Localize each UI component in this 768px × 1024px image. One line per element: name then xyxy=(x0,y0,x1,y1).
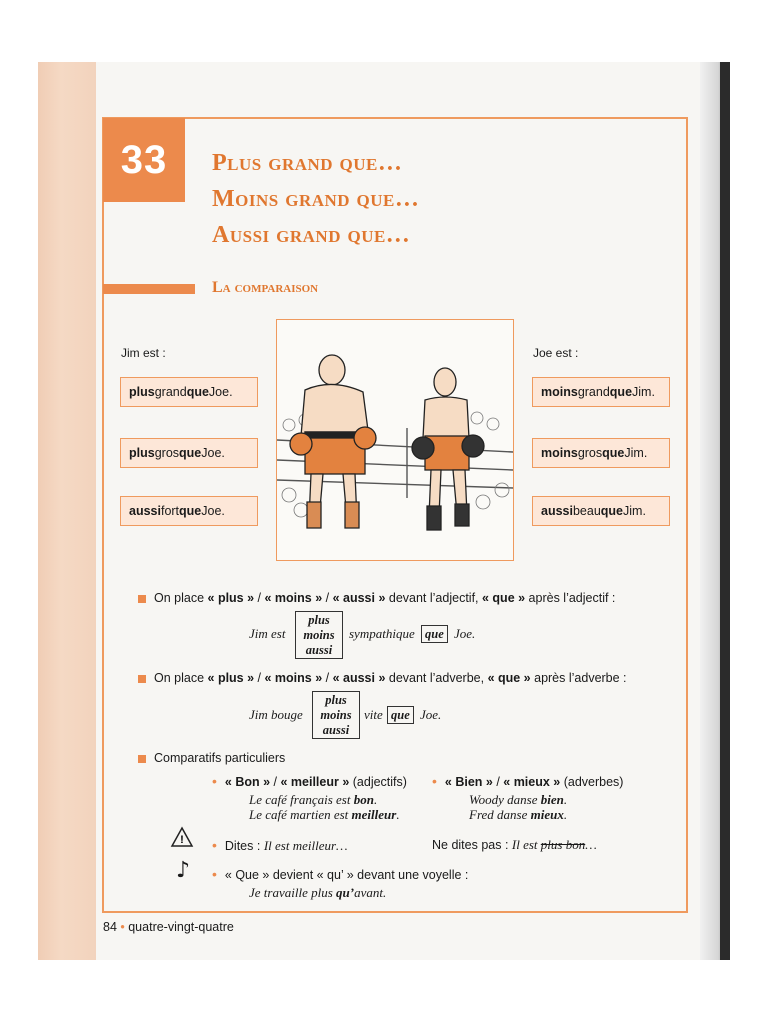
meilleur-example: Le café martien est meilleur. xyxy=(249,807,400,822)
subtitle-bar xyxy=(103,284,195,294)
rule2-example-subject: Jim bouge xyxy=(249,707,303,722)
jim-comparison-2: plus gros que Joe. xyxy=(120,438,258,468)
square-bullet-icon xyxy=(138,755,146,763)
jim-comparison-1: plus grand que Joe. xyxy=(120,377,258,407)
rule1-example-end: Joe. xyxy=(454,626,476,641)
lesson-subtitle: La comparaison xyxy=(212,279,319,296)
dot-bullet-icon: • xyxy=(212,773,217,789)
music-note-icon: ♪ xyxy=(176,858,191,883)
voyelle-rule: • « Que » devient « qu’ » devant une voyelle : xyxy=(212,866,469,882)
boxers-drawing xyxy=(277,320,513,560)
title-line-2: Moins grand que… xyxy=(212,186,420,212)
jim-comparison-3: aussi fort que Joe. xyxy=(120,496,258,526)
joe-comparison-3: aussi beau que Jim. xyxy=(532,496,670,526)
rule-adjective: On place « plus » / « moins » / « aussi » devant l’adjectif, « que » après l’adjectif : xyxy=(138,591,615,605)
rule1-example-adjective: sympathique xyxy=(349,626,415,641)
special-comparatives-heading: Comparatifs particuliers xyxy=(138,751,285,765)
rule2-example-end: Joe. xyxy=(420,707,442,722)
joe-intro: Joe est : xyxy=(533,346,579,360)
rule-adverb: On place « plus » / « moins » / « aussi » devant l’adverbe, « que » après l’adverbe : xyxy=(138,671,627,685)
dot-bullet-icon: • xyxy=(212,837,217,853)
dot-bullet-icon: • xyxy=(432,773,437,789)
rule1-example-subject: Jim est xyxy=(249,626,286,641)
dot-bullet-icon: • xyxy=(212,866,217,882)
bien-example: Woody danse bien. xyxy=(469,792,568,807)
bon-example: Le café français est bon. xyxy=(249,792,378,807)
chapter-number: 33 xyxy=(120,137,168,182)
page-footer: 84 • quatre-vingt-quatre xyxy=(103,920,234,934)
title-line-1: Plus grand que… xyxy=(212,150,403,176)
title-line-3: Aussi grand que… xyxy=(212,222,411,248)
chapter-number-badge xyxy=(103,118,185,202)
rule2-example-adverb: vite xyxy=(364,707,383,722)
page-number-words: quatre-vingt-quatre xyxy=(128,920,234,934)
square-bullet-icon xyxy=(138,595,146,603)
ne-dites-pas-rule: Ne dites pas : Il est plus bon… xyxy=(432,837,597,852)
rule1-example-stack: plus moins aussi xyxy=(295,611,343,659)
dites-rule: • Dites : Il est meilleur… xyxy=(212,837,348,853)
warning-triangle-icon xyxy=(170,826,194,853)
voyelle-example: Je travaille plus qu’avant. xyxy=(249,885,387,900)
boxers-illustration xyxy=(276,319,514,561)
rule1-example-que: que xyxy=(421,625,448,643)
square-bullet-icon xyxy=(138,675,146,683)
svg-text:!: ! xyxy=(180,834,184,846)
bien-mieux-rule: • « Bien » / « mieux » (adverbes) xyxy=(432,773,624,789)
rule2-example-que: que xyxy=(387,706,414,724)
rule2-example-stack: plus moins aussi xyxy=(312,691,360,739)
mieux-example: Fred danse mieux. xyxy=(469,807,568,822)
book-edge xyxy=(720,62,730,960)
joe-comparison-2: moins gros que Jim. xyxy=(532,438,670,468)
jim-intro: Jim est : xyxy=(121,346,166,360)
page-number: 84 xyxy=(103,920,117,934)
scan-top-margin xyxy=(0,0,768,62)
page-margin-strip xyxy=(38,62,96,960)
joe-comparison-1: moins grand que Jim. xyxy=(532,377,670,407)
bon-meilleur-rule: • « Bon » / « meilleur » (adjectifs) xyxy=(212,773,407,789)
